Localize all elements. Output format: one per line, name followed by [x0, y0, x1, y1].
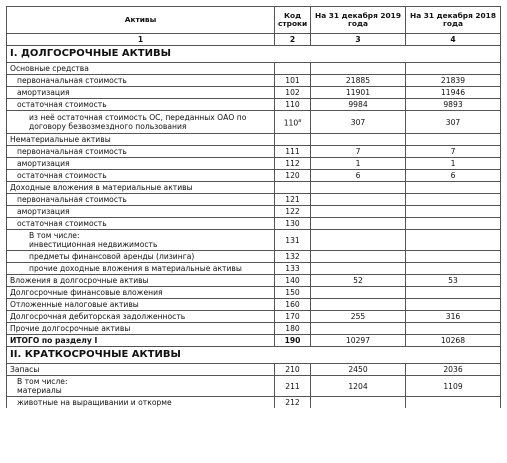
- row-code: 110: [275, 99, 311, 111]
- row-code: [275, 111, 311, 134]
- table-row: [7, 323, 501, 335]
- row-value-2018: 1109: [406, 376, 501, 397]
- row-value-2018: [406, 263, 501, 275]
- row-name: Вложения в долгосрочные активы: [7, 275, 275, 287]
- row-code: 120: [275, 170, 311, 182]
- row-code-superscript: а: [298, 117, 302, 124]
- table-row: [7, 75, 501, 87]
- row-name: Доходные вложения в материальные активы: [7, 182, 275, 194]
- row-name: первоначальная стоимость: [7, 194, 275, 206]
- table-row: [7, 99, 501, 111]
- row-name: остаточная стоимость: [7, 170, 275, 182]
- row-name: [7, 230, 275, 251]
- row-name: первоначальная стоимость: [7, 146, 275, 158]
- row-code: 101: [275, 75, 311, 87]
- row-name: остаточная стоимость: [7, 99, 275, 111]
- row-code: 111: [275, 146, 311, 158]
- table-row: [7, 87, 501, 99]
- row-name: остаточная стоимость: [7, 218, 275, 230]
- balance-sheet: [6, 6, 500, 408]
- row-value-2018: 7: [406, 146, 501, 158]
- row-name: амортизация: [7, 158, 275, 170]
- row-name: Основные средства: [7, 63, 275, 75]
- row-value-2019: [311, 230, 406, 251]
- row-value-2018: 6: [406, 170, 501, 182]
- row-value-2018: [406, 218, 501, 230]
- row-value-2018: [406, 287, 501, 299]
- row-name-line2: материалы: [17, 386, 62, 395]
- row-value-2019: [311, 263, 406, 275]
- header-2019: На 31 декабря 2019 года: [311, 7, 406, 34]
- row-value-2019: [311, 218, 406, 230]
- row-code: 212: [275, 397, 311, 409]
- row-code: 150: [275, 287, 311, 299]
- row-code: 180: [275, 323, 311, 335]
- header-assets: Активы: [7, 7, 275, 34]
- row-name: прочие доходные вложения в материальные активы: [7, 263, 275, 275]
- table-row: [7, 206, 501, 218]
- row-value-2019: 1204: [311, 376, 406, 397]
- row-value-2019: 7: [311, 146, 406, 158]
- row-value-2018: 1: [406, 158, 501, 170]
- row-value-2018: 11946: [406, 87, 501, 99]
- row-name-line2: инвестиционная недвижимость: [29, 240, 158, 249]
- table-row: [7, 397, 501, 409]
- assets-table: [6, 6, 501, 408]
- row-name: Нематериальные активы: [7, 134, 275, 146]
- row-value-2019: 2450: [311, 364, 406, 376]
- table-row: [7, 299, 501, 311]
- row-name: [7, 376, 275, 397]
- section-row: [7, 46, 501, 63]
- row-value-2019: 1: [311, 158, 406, 170]
- row-value-2018: 307: [406, 111, 501, 134]
- row-code: 170: [275, 311, 311, 323]
- table-row: [7, 311, 501, 323]
- row-value-2019: 6: [311, 170, 406, 182]
- row-code: 121: [275, 194, 311, 206]
- row-name: Прочие долгосрочные активы: [7, 323, 275, 335]
- row-value-2018: [406, 299, 501, 311]
- row-code: 210: [275, 364, 311, 376]
- table-row: [7, 182, 501, 194]
- row-name: ИТОГО по разделу I: [7, 335, 275, 347]
- column-numbers-row: [7, 34, 501, 46]
- row-value-2019: 52: [311, 275, 406, 287]
- row-value-2018: [406, 251, 501, 263]
- row-value-2019: 11901: [311, 87, 406, 99]
- column-number: 4: [406, 34, 501, 46]
- row-name: Долгосрочная дебиторская задолженность: [7, 311, 275, 323]
- row-name: Запасы: [7, 364, 275, 376]
- table-row: [7, 251, 501, 263]
- row-code: [275, 182, 311, 194]
- table-row: [7, 287, 501, 299]
- row-code-main: 110: [283, 118, 299, 128]
- row-name: амортизация: [7, 206, 275, 218]
- row-value-2019: [311, 182, 406, 194]
- row-value-2018: [406, 397, 501, 409]
- row-name: из неё остаточная стоимость ОС, переданных ОАО по договору безвозмездного пользования: [7, 111, 275, 134]
- row-code: 211: [275, 376, 311, 397]
- row-value-2018: [406, 63, 501, 75]
- row-value-2018: 316: [406, 311, 501, 323]
- row-value-2019: [311, 299, 406, 311]
- row-code: 140: [275, 275, 311, 287]
- row-code: 133: [275, 263, 311, 275]
- row-name: Отложенные налоговые активы: [7, 299, 275, 311]
- row-value-2018: 2036: [406, 364, 501, 376]
- row-value-2018: [406, 323, 501, 335]
- header-code: Код строки: [275, 7, 311, 34]
- section-title-long-term: I. ДОЛГОСРОЧНЫЕ АКТИВЫ: [7, 46, 501, 63]
- row-value-2019: 21885: [311, 75, 406, 87]
- table-row: [7, 364, 501, 376]
- header-2018: На 31 декабря 2018 года: [406, 7, 501, 34]
- row-value-2018: 10268: [406, 335, 501, 347]
- row-value-2019: 255: [311, 311, 406, 323]
- row-value-2018: [406, 206, 501, 218]
- row-name-line1: В том числе:: [17, 377, 68, 386]
- row-name: первоначальная стоимость: [7, 75, 275, 87]
- table-row-total: [7, 335, 501, 347]
- row-value-2018: 53: [406, 275, 501, 287]
- row-value-2018: [406, 134, 501, 146]
- row-value-2018: [406, 194, 501, 206]
- table-row: [7, 194, 501, 206]
- table-row: [7, 158, 501, 170]
- table-row: [7, 146, 501, 158]
- row-value-2018: 21839: [406, 75, 501, 87]
- row-code: 102: [275, 87, 311, 99]
- row-value-2019: [311, 206, 406, 218]
- row-code: [275, 134, 311, 146]
- row-code: 160: [275, 299, 311, 311]
- row-code: 132: [275, 251, 311, 263]
- row-value-2019: [311, 323, 406, 335]
- row-code: [275, 63, 311, 75]
- column-number: 2: [275, 34, 311, 46]
- row-code: 112: [275, 158, 311, 170]
- row-value-2019: [311, 63, 406, 75]
- row-value-2019: [311, 194, 406, 206]
- section-row: [7, 347, 501, 364]
- row-value-2018: [406, 182, 501, 194]
- row-code: 122: [275, 206, 311, 218]
- row-value-2019: [311, 251, 406, 263]
- table-row: [7, 230, 501, 251]
- table-row: [7, 376, 501, 397]
- row-value-2019: [311, 287, 406, 299]
- row-code: 131: [275, 230, 311, 251]
- row-code: 190: [275, 335, 311, 347]
- section-title-short-term: II. КРАТКОСРОЧНЫЕ АКТИВЫ: [7, 347, 501, 364]
- row-value-2018: 9893: [406, 99, 501, 111]
- row-value-2019: [311, 134, 406, 146]
- row-value-2019: [311, 397, 406, 409]
- row-name-line1: В том числе:: [29, 231, 80, 240]
- row-name: Долгосрочные финансовые вложения: [7, 287, 275, 299]
- row-value-2019: 10297: [311, 335, 406, 347]
- table-row: [7, 263, 501, 275]
- row-name: животные на выращивании и откорме: [7, 397, 275, 409]
- row-name: предметы финансовой аренды (лизинга): [7, 251, 275, 263]
- row-name: амортизация: [7, 87, 275, 99]
- column-number: 3: [311, 34, 406, 46]
- row-value-2019: 307: [311, 111, 406, 134]
- table-row: [7, 134, 501, 146]
- column-number: 1: [7, 34, 275, 46]
- table-row: [7, 218, 501, 230]
- row-value-2018: [406, 230, 501, 251]
- row-code: 130: [275, 218, 311, 230]
- table-row: [7, 111, 501, 134]
- table-header-row: [7, 7, 501, 34]
- table-row: [7, 63, 501, 75]
- row-value-2019: 9984: [311, 99, 406, 111]
- table-row: [7, 170, 501, 182]
- table-row: [7, 275, 501, 287]
